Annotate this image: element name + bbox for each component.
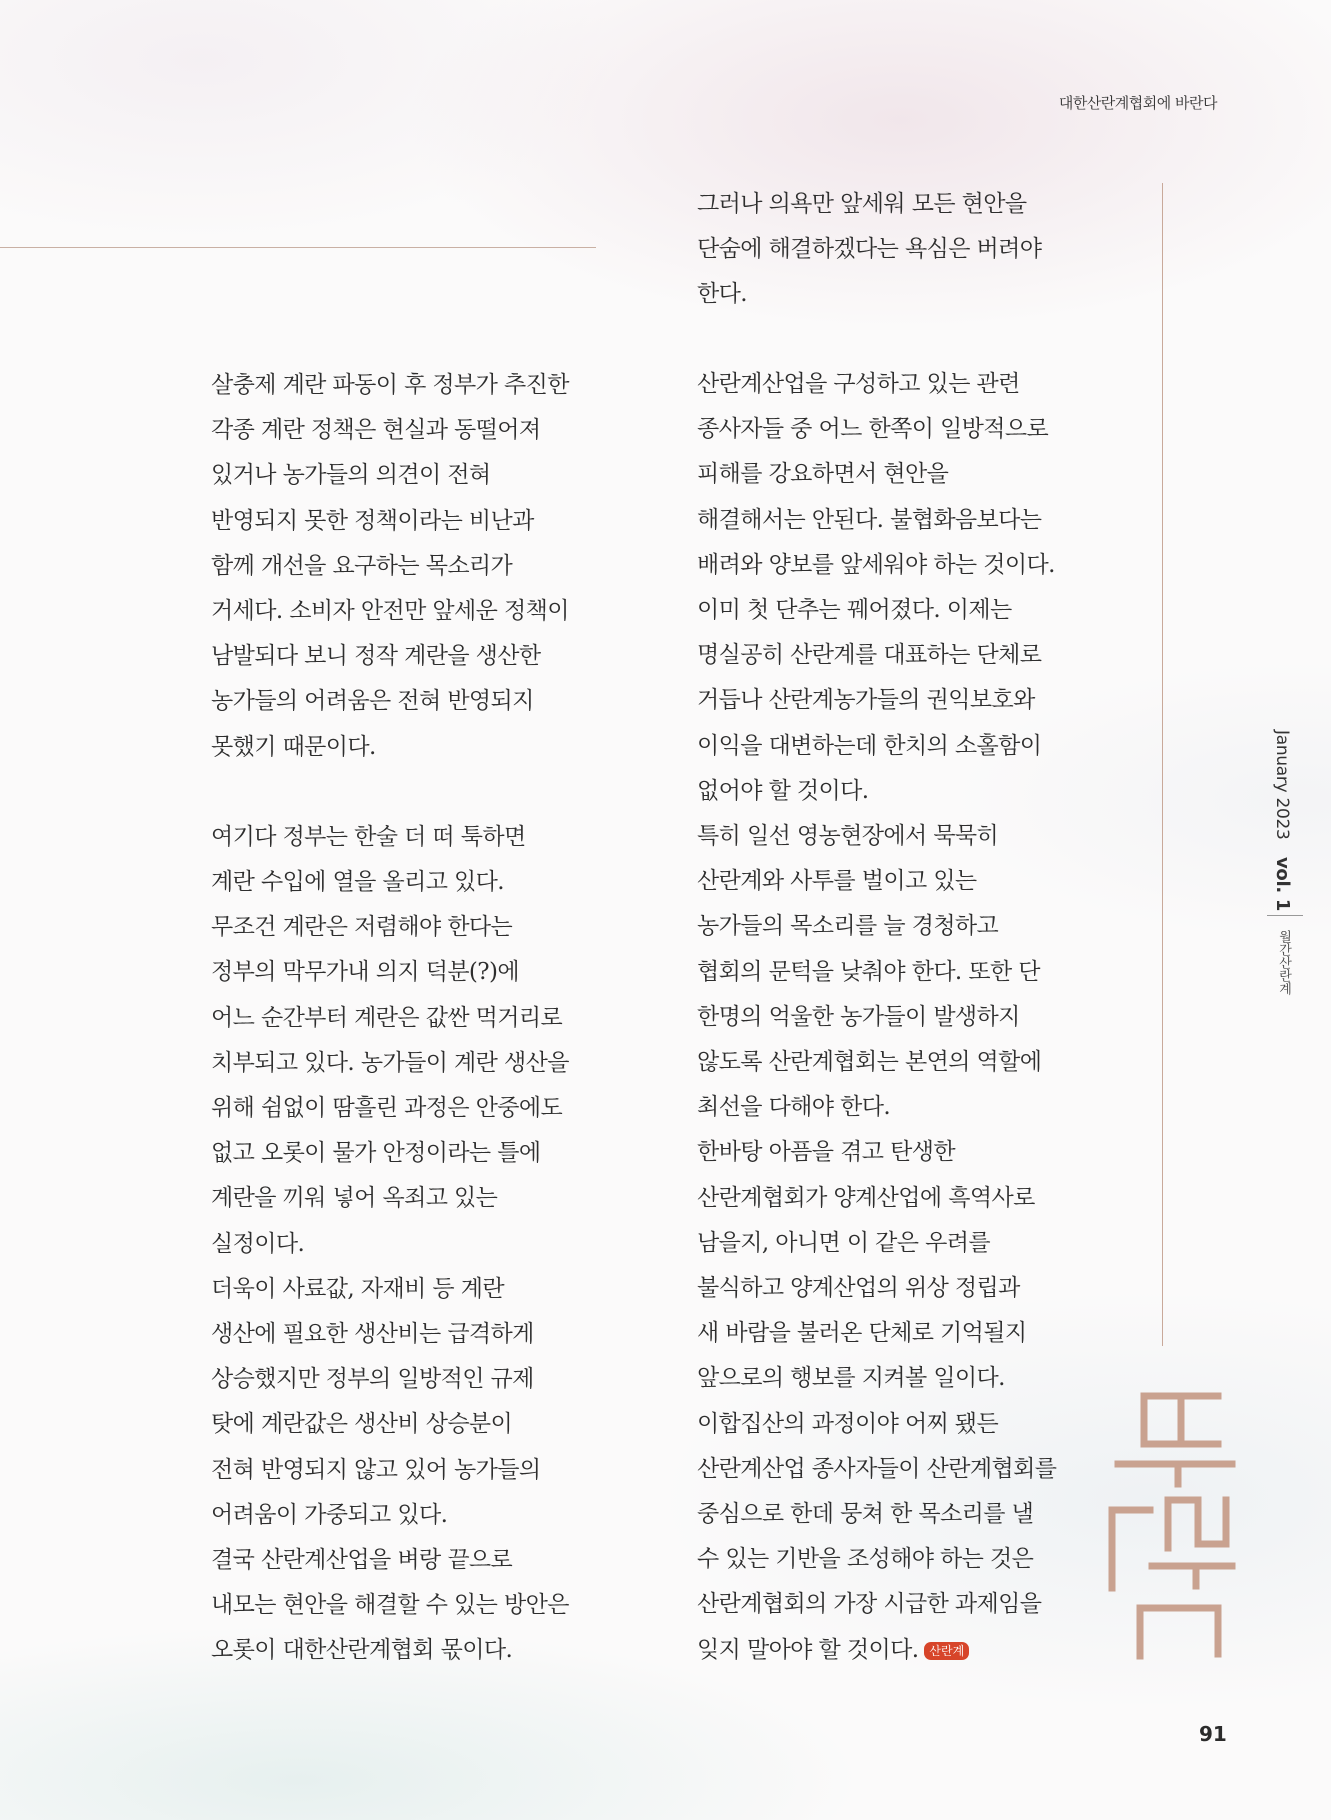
left-paragraph-2: 여기다 정부는 한술 더 떠 툭하면 계란 수입에 열을 올리고 있다. 무조건 계란은 저렴해야 한다는 정부의 막무가내 의지 덕분(?)에 어느 순간부터 계란은 값싼 먹거리로 치부되고 있다. 농가들이 계란 생산을 위해 쉼없이 땀흘린 과정은 안중에도 없고 오롯이 물가 안정이라는 틀에 계란을 끼워 넣어 옥죄고 있는 실정이다. 더욱이 사료값, 자재비 등 계란 생산에 필요한 생산비는 급격하게 상승했지만 정부의 일방적인 규제 탓에 계란값은 생산비 상승분이 전혀 반영되지 않고 있어 농가들의 어려움이 가중되고 있다. 결국 산란계산업을 벼랑 끝으로 내모는 현안을 해결할 수 있는 방안은 오롯이 대한산란계협회 몫이다. [211,823,569,1664]
intro-paragraph: 그러나 의욕만 앞세워 모든 현안을 단숨에 해결하겠다는 욕심은 버려야 한다. [697,191,1042,308]
right-column [697,362,1117,1673]
page-number: 91 [1199,1722,1227,1746]
sidebar-divider [1267,915,1303,916]
horizontal-divider [0,247,596,248]
section-title: 대한산란계협회에 바란다 [1058,94,1217,112]
right-body-text: 산란계산업을 구성하고 있는 관련 종사자들 중 어느 한쪽이 일방적으로 피해를 강요하면서 현안을 해결해서는 안된다. 불협화음보다는 배려와 양보를 앞세워야 하는 것이다. 이미 첫 단추는 꿰어졌다. 이제는 명실공히 산란계를 대표하는 단체로 거듭나 산란계농가들의 권익보호와 이익을 대변하는데 한치의 소홀함이 없어야 할 것이다. 특히 일선 영농현장에서 묵묵히 산란계와 사투를 벌이고 있는 농가들의 목소리를 늘 경청하고 협회의 문턱을 낮춰야 한다. 또한 단 한명의 억울한 농가들이 발생하지 않도록 산란계협회는 본연의 역할에 최선을 다해야 한다. 한바탕 아픔을 겪고 탄생한 산란계협회가 양계산업에 흑역사로 남을지, 아니면 이 같은 우려를 불식하고 양계산업의 위상 정립과 새 바람을 불러온 단체로 기억될지 앞으로의 행보를 지켜볼 일이다. 이합집산의 과정이야 어찌 됐든 산란계산업 종사자들이 산란계협회를 중심으로 한데 뭉쳐 한 목소리를 낼 수 있는 기반을 조성해야 하는 것은 산란계협회의 가장 시급한 과제임을 잊지 말아야 할 것이다. [697,371,1057,1663]
left-column [211,363,631,1674]
left-paragraph-1: 살충제 계란 파동이 후 정부가 추진한 각종 계란 정책은 현실과 동떨어져 있거나 농가들의 의견이 전혀 반영되지 못한 정책이라는 비난과 함께 개선을 요구하는 목소리가 거세다. 소비자 안전만 앞세운 정책이 남발되다 보니 정작 계란을 생산한 농가들의 어려움은 전혀 반영되지 못했기 때문이다. [211,372,569,760]
paragraph-gap [211,770,631,815]
right-column-intro [697,182,1117,318]
magazine-name: 월간산란계 [1276,930,1291,995]
decorative-title-graphic [1108,1392,1236,1662]
vertical-divider [1162,183,1163,1346]
issue-volume: vol. 1 [1272,856,1293,911]
end-mark-badge: 산란계 [924,1642,969,1660]
issue-label [1272,730,1293,911]
right-paragraph-body [697,362,1117,1673]
issue-date: January 2023 [1272,730,1292,840]
